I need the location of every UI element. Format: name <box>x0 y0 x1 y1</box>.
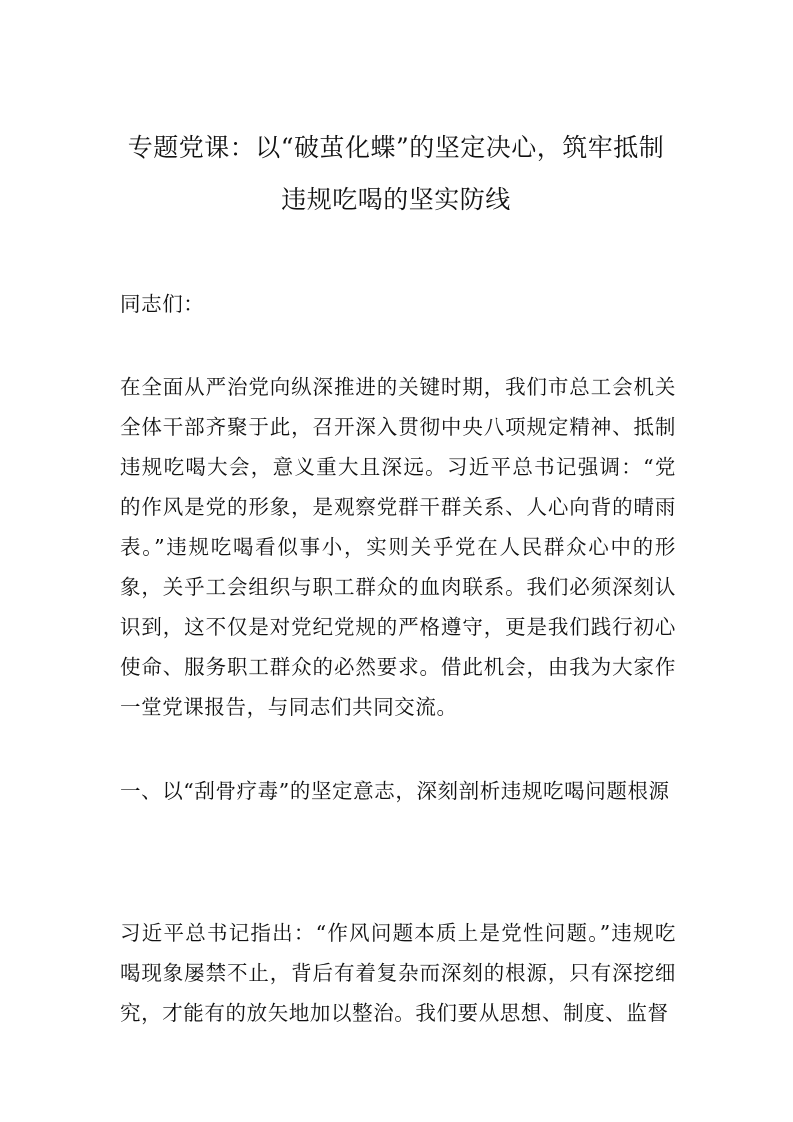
section-heading: 一、以“刮骨疗毒”的坚定意志，深刻剖析违规吃喝问题根源 <box>120 779 670 803</box>
document-title: 专题党课：以“破茧化蝶”的坚定决心，筑牢抵制违规吃喝的坚实防线 <box>127 133 665 214</box>
intro-paragraph: 在全面从严治党向纵深推进的关键时期，我们市总工会机关全体干部齐聚于此，召开深入贯彻中央八项规定精神、抵制违规吃喝大会，意义重大且深远。习近平总书记强调：“党的作风是党的形象，是观察党群干群关系、人心向背的晴雨表。”违规吃喝看似事小，实则关乎党在人民群众心中的形象，关乎工会组织与职工群众的血肉联系。我们必须深刻认识到，这不仅是对党纪党规的严格遵守，更是我们践行初心使命、服务职工群众的必然要求。借此机会，由我为大家作一堂党课报告，与同志们共同交流。 <box>120 375 676 719</box>
greeting-paragraph: 同志们： <box>120 292 205 316</box>
section-body-paragraph: 习近平总书记指出：“作风问题本质上是党性问题。”违规吃喝现象屡禁不止，背后有着复杂而深刻的根源，只有深挖细究，才能有的放矢地加以整治。我们要从思想、制度、监督 <box>120 921 676 1025</box>
